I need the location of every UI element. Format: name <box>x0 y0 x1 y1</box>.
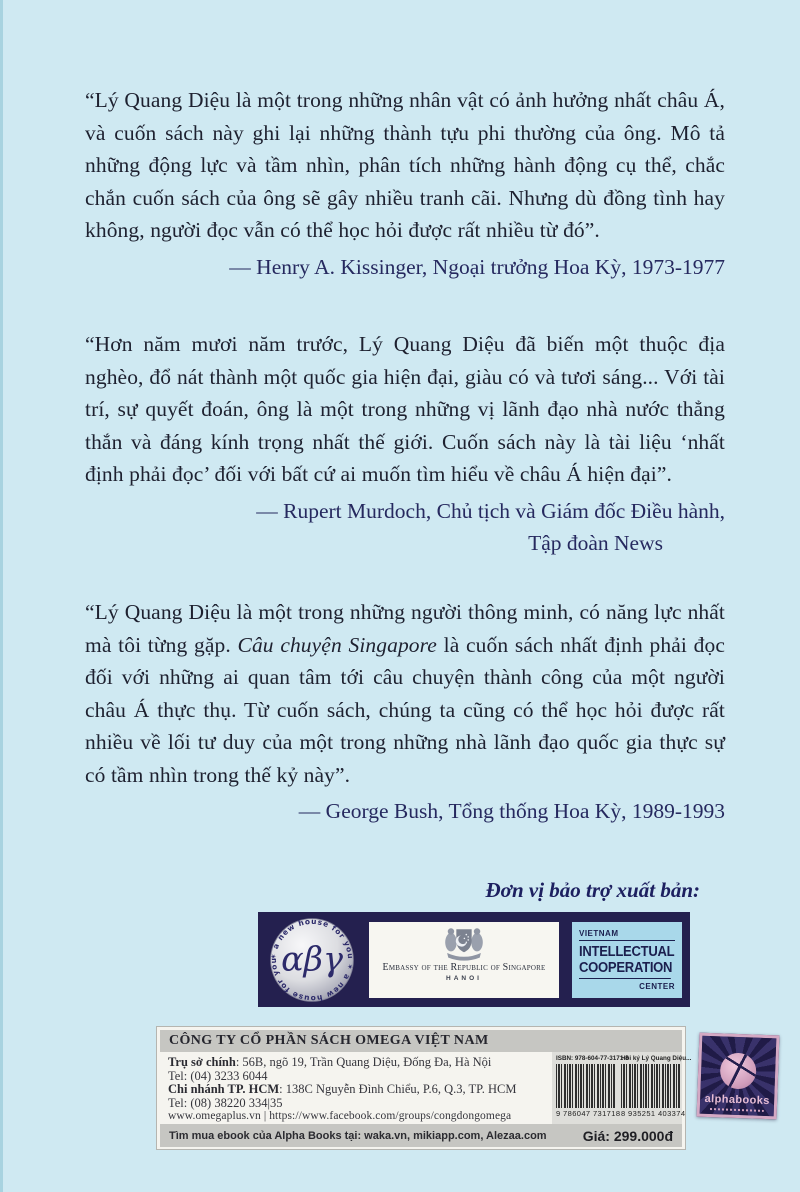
barcode-panel <box>552 1052 692 1124</box>
alphabooks-hologram-sticker <box>697 1033 780 1120</box>
book-title-label: Hồi ký Lý Quang Diệu... <box>621 1055 692 1062</box>
alpha-books-logo <box>268 916 356 1004</box>
embassy-city: HANOI <box>446 974 482 982</box>
branch-label: Chi nhánh TP. HCM <box>168 1082 280 1097</box>
quote-attribution: — George Bush, Tổng thống Hoa Kỳ, 1989-1993 <box>298 799 725 823</box>
vicc-word-cooperation: COOPERATION <box>579 960 671 979</box>
hq-value: : 56B, ngõ 19, Trần Quang Diệu, Đống Đa, Hà Nội <box>235 1055 492 1069</box>
alpha-beta-gamma-letters: αβγ <box>281 939 343 979</box>
product-barcode <box>621 1064 681 1108</box>
publisher-info-box <box>156 1026 692 1150</box>
branch-tel-line: Tel: (08) 38220 334|35 <box>168 1095 283 1110</box>
quote-bush <box>85 596 725 827</box>
isbn-barcode-block <box>556 1055 629 1121</box>
singapore-crest-icon <box>441 925 487 961</box>
quote-text: “Lý Quang Diệu là một trong những nhân vật có ảnh hưởng nhất châu Á, và cuốn sách này ghi lại những thành tựu phi thường của ông. Mô tả những động lực và tầm nhìn, phân tích những hành động cụ thể, chắc chắn cuốn sách của ông sẽ gây nhiều tranh cãi. Nhưng dù đồng tình hay không, người đọc vẫn có thể học hỏi được rất nhiều từ đó”. <box>85 88 725 242</box>
product-barcode-block <box>621 1055 692 1121</box>
quote-attribution: — Henry A. Kissinger, Ngoại trưởng Hoa Kỳ, 1973-1977 <box>229 254 725 279</box>
quote-text: “Hơn năm mươi năm trước, Lý Quang Diệu đã biến một thuộc địa nghèo, đổ nát thành một quốc gia hiện đại, giàu có và tươi sáng... Với tài trí, sự quyết đoán, ông là một trong những vị lãnh đạo nhà nước thẳng thắn và đáng kính trọng nhất thế giới. Cuốn sách này là tài liệu ‘nhất định phải đọc’ đối với bất cứ ai muốn tìm hiểu về châu Á hiện đại”. <box>85 332 725 486</box>
hq-label: Trụ sở chính <box>168 1055 236 1069</box>
quote-attribution-line2: Tập đoàn News <box>528 530 663 555</box>
quote-kissinger <box>85 84 725 283</box>
quote-attribution: — Rupert Murdoch, Chủ tịch và Giám đốc Điều hành, <box>256 498 725 523</box>
alpha-books-logo-icon <box>268 916 356 1004</box>
sticker-brand-text: alphabooks <box>704 1092 770 1108</box>
ring-text: ✶ a new house for you ✶ a new house for you <box>268 916 356 1003</box>
website-line: www.omegaplus.vn | https://www.facebook.com/groups/congdongomega <box>168 1110 512 1123</box>
isbn-barcode <box>556 1064 616 1108</box>
vicc-word-intellectual: INTELLECTUAL <box>579 943 675 960</box>
vicc-word-center: CENTER <box>639 981 675 991</box>
publisher-footer-bar <box>160 1124 682 1147</box>
hq-address-line <box>168 1056 516 1070</box>
vietnam-intellectual-cooperation-center-logo <box>572 922 682 998</box>
product-digits: 8 935251 403374 <box>621 1109 686 1118</box>
quote-text-italic-title: Câu chuyện Singapore <box>237 632 437 657</box>
sponsor-heading: Đơn vị bảo trợ xuất bản: <box>485 878 700 902</box>
vicc-country-label: VIETNAM <box>579 929 675 941</box>
publisher-company-name: CÔNG TY CỔ PHẦN SÁCH OMEGA VIỆT NAM <box>160 1030 682 1052</box>
isbn-digits: 9 786047 731718 <box>556 1109 621 1118</box>
sponsor-logo-strip <box>258 912 690 1007</box>
isbn-label: ISBN: 978-604-77-3171-8 <box>556 1055 629 1062</box>
quote-murdoch <box>85 328 725 559</box>
singapore-embassy-logo <box>369 922 559 998</box>
ebook-note: Tìm mua ebook của Alpha Books tại: waka.vn, mikiapp.com, Alezaa.com <box>169 1129 547 1142</box>
publisher-body <box>160 1052 692 1124</box>
quote-text <box>85 596 725 791</box>
branch-value: : 138C Nguyễn Đình Chiểu, P.6, Q.3, TP. HCM <box>279 1082 517 1097</box>
hq-tel-line: Tel: (04) 3233 6044 <box>168 1068 268 1083</box>
branch-address-line <box>168 1083 516 1097</box>
scan-edge <box>0 0 3 1192</box>
quote-text-part1: “Lý Quang Diệu là một trong những người thông minh, có năng lực nhất mà tôi từng gặp. <box>85 600 725 657</box>
publisher-addresses <box>168 1056 516 1124</box>
embassy-name: Embassy of the Republic of Singapore <box>382 961 546 973</box>
quote-text-part2: là cuốn sách nhất định phải đọc đối với những ai quan tâm tới câu chuyện thành công của một người châu Á thực thụ. Từ cuốn sách, chúng ta cũng có thể học hỏi được rất nhiều về lối tư duy của một trong những nhà lãnh đạo quốc gia thực sự có tầm nhìn trong thế kỷ này”. <box>85 632 725 787</box>
price-tag: Giá: 299.000đ <box>582 1127 673 1144</box>
